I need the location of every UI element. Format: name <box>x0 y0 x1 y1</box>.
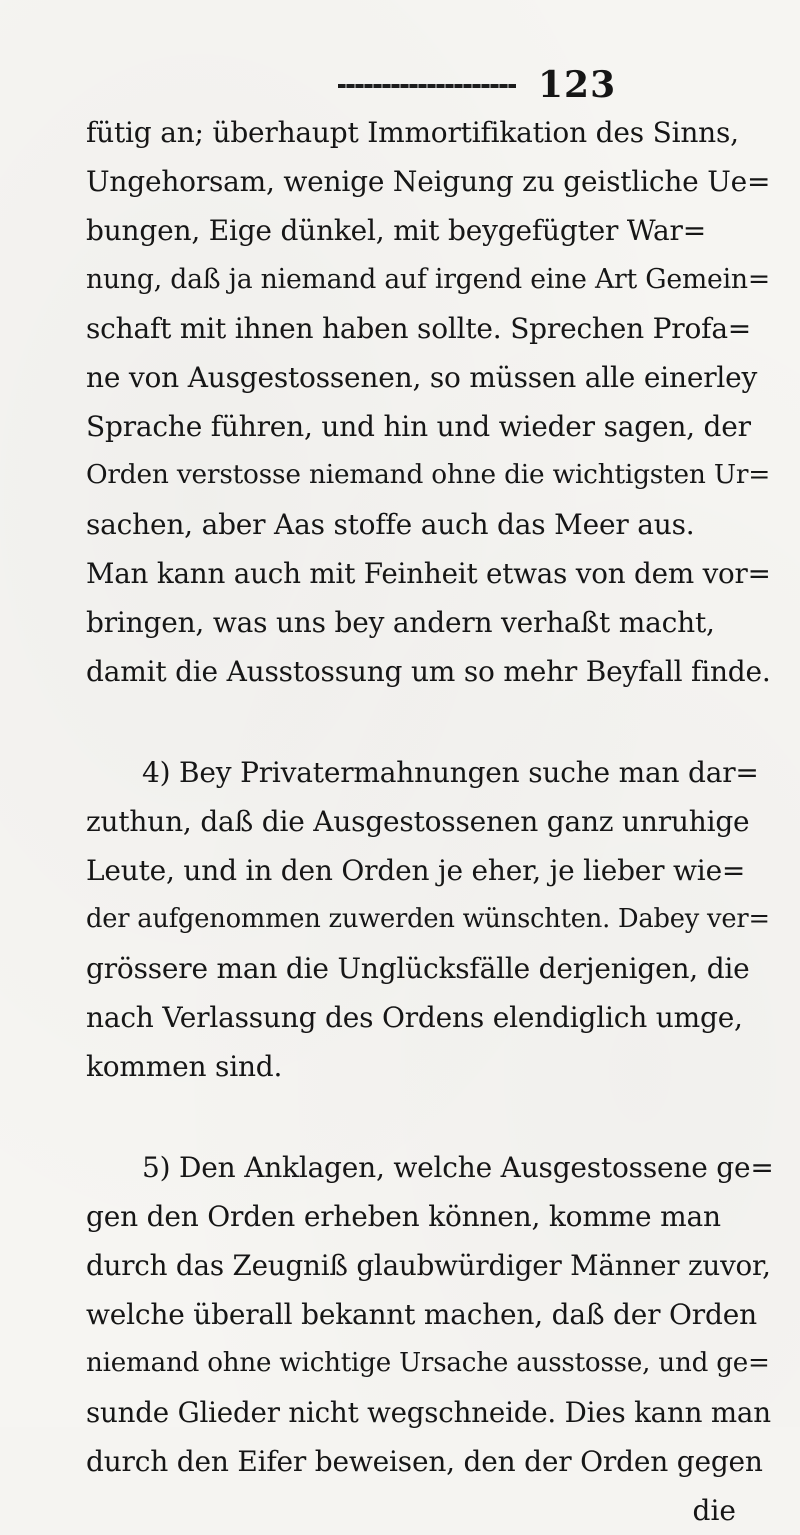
paragraph-2 <box>86 748 776 1091</box>
text-line: grössere man die Unglücksfälle derjenigen, die <box>86 952 750 985</box>
header-rule <box>338 84 516 88</box>
text-line: Ungehorsam, wenige Neigung zu geistliche Ue= <box>86 165 771 198</box>
text-line: Leute, und in den Orden je eher, je lieber wie= <box>86 854 746 887</box>
text-line: sunde Glieder nicht wegschneide. Dies kann man <box>86 1396 771 1429</box>
text-line: zuthun, daß die Ausgestossenen ganz unruhige <box>86 805 750 838</box>
text-line: durch den Eifer beweisen, den der Orden gegen <box>86 1445 763 1478</box>
text-line: schaft mit ihnen haben sollte. Sprechen Profa= <box>86 312 752 345</box>
text-line: sachen, aber Aas stoffe auch das Meer aus. <box>86 508 695 541</box>
catchword: die <box>692 1494 736 1527</box>
text-line: welche überall bekannt machen, daß der Orden <box>86 1298 757 1331</box>
text-line: nung, daß ja niemand auf irgend eine Art Gemein= <box>86 264 770 295</box>
paragraph-3 <box>86 1143 776 1486</box>
paragraph-gap <box>86 696 776 748</box>
text-line: der aufgenommen zuwerden wünschten. Dabey ver= <box>86 904 770 934</box>
text-line: Sprache führen, und hin und wieder sagen, der <box>86 410 751 443</box>
text-line: 4) Bey Privatermahnungen suche man dar= <box>142 756 759 789</box>
text-line: 5) Den Anklagen, welche Ausgestossene ge= <box>142 1151 774 1184</box>
text-line: niemand ohne wichtige Ursache ausstosse, und ge= <box>86 1348 770 1378</box>
page-number: 123 <box>538 64 617 106</box>
text-line: Orden verstosse niemand ohne die wichtigsten Ur= <box>86 460 771 490</box>
text-line: durch das Zeugniß glaubwürdiger Männer zuvor, <box>86 1249 771 1282</box>
text-line: bungen, Eige dünkel, mit beygefügter War= <box>86 214 706 247</box>
text-line: gen den Orden erheben können, komme man <box>86 1200 721 1233</box>
paragraph-gap <box>86 1091 776 1143</box>
text-line: ne von Ausgestossenen, so müssen alle einerley <box>86 361 758 394</box>
text-line: nach Verlassung des Ordens elendiglich umge, <box>86 1001 743 1034</box>
text-line: bringen, was uns bey andern verhaßt macht, <box>86 606 715 639</box>
paragraph-1 <box>86 108 776 696</box>
text-line: Man kann auch mit Feinheit etwas von dem vor= <box>86 557 771 590</box>
text-line: fütig an; überhaupt Immortifikation des Sinns, <box>86 116 739 149</box>
text-line: kommen sind. <box>86 1050 283 1083</box>
body-text <box>86 108 776 1527</box>
text-line: damit die Ausstossung um so mehr Beyfall finde. <box>86 655 771 688</box>
